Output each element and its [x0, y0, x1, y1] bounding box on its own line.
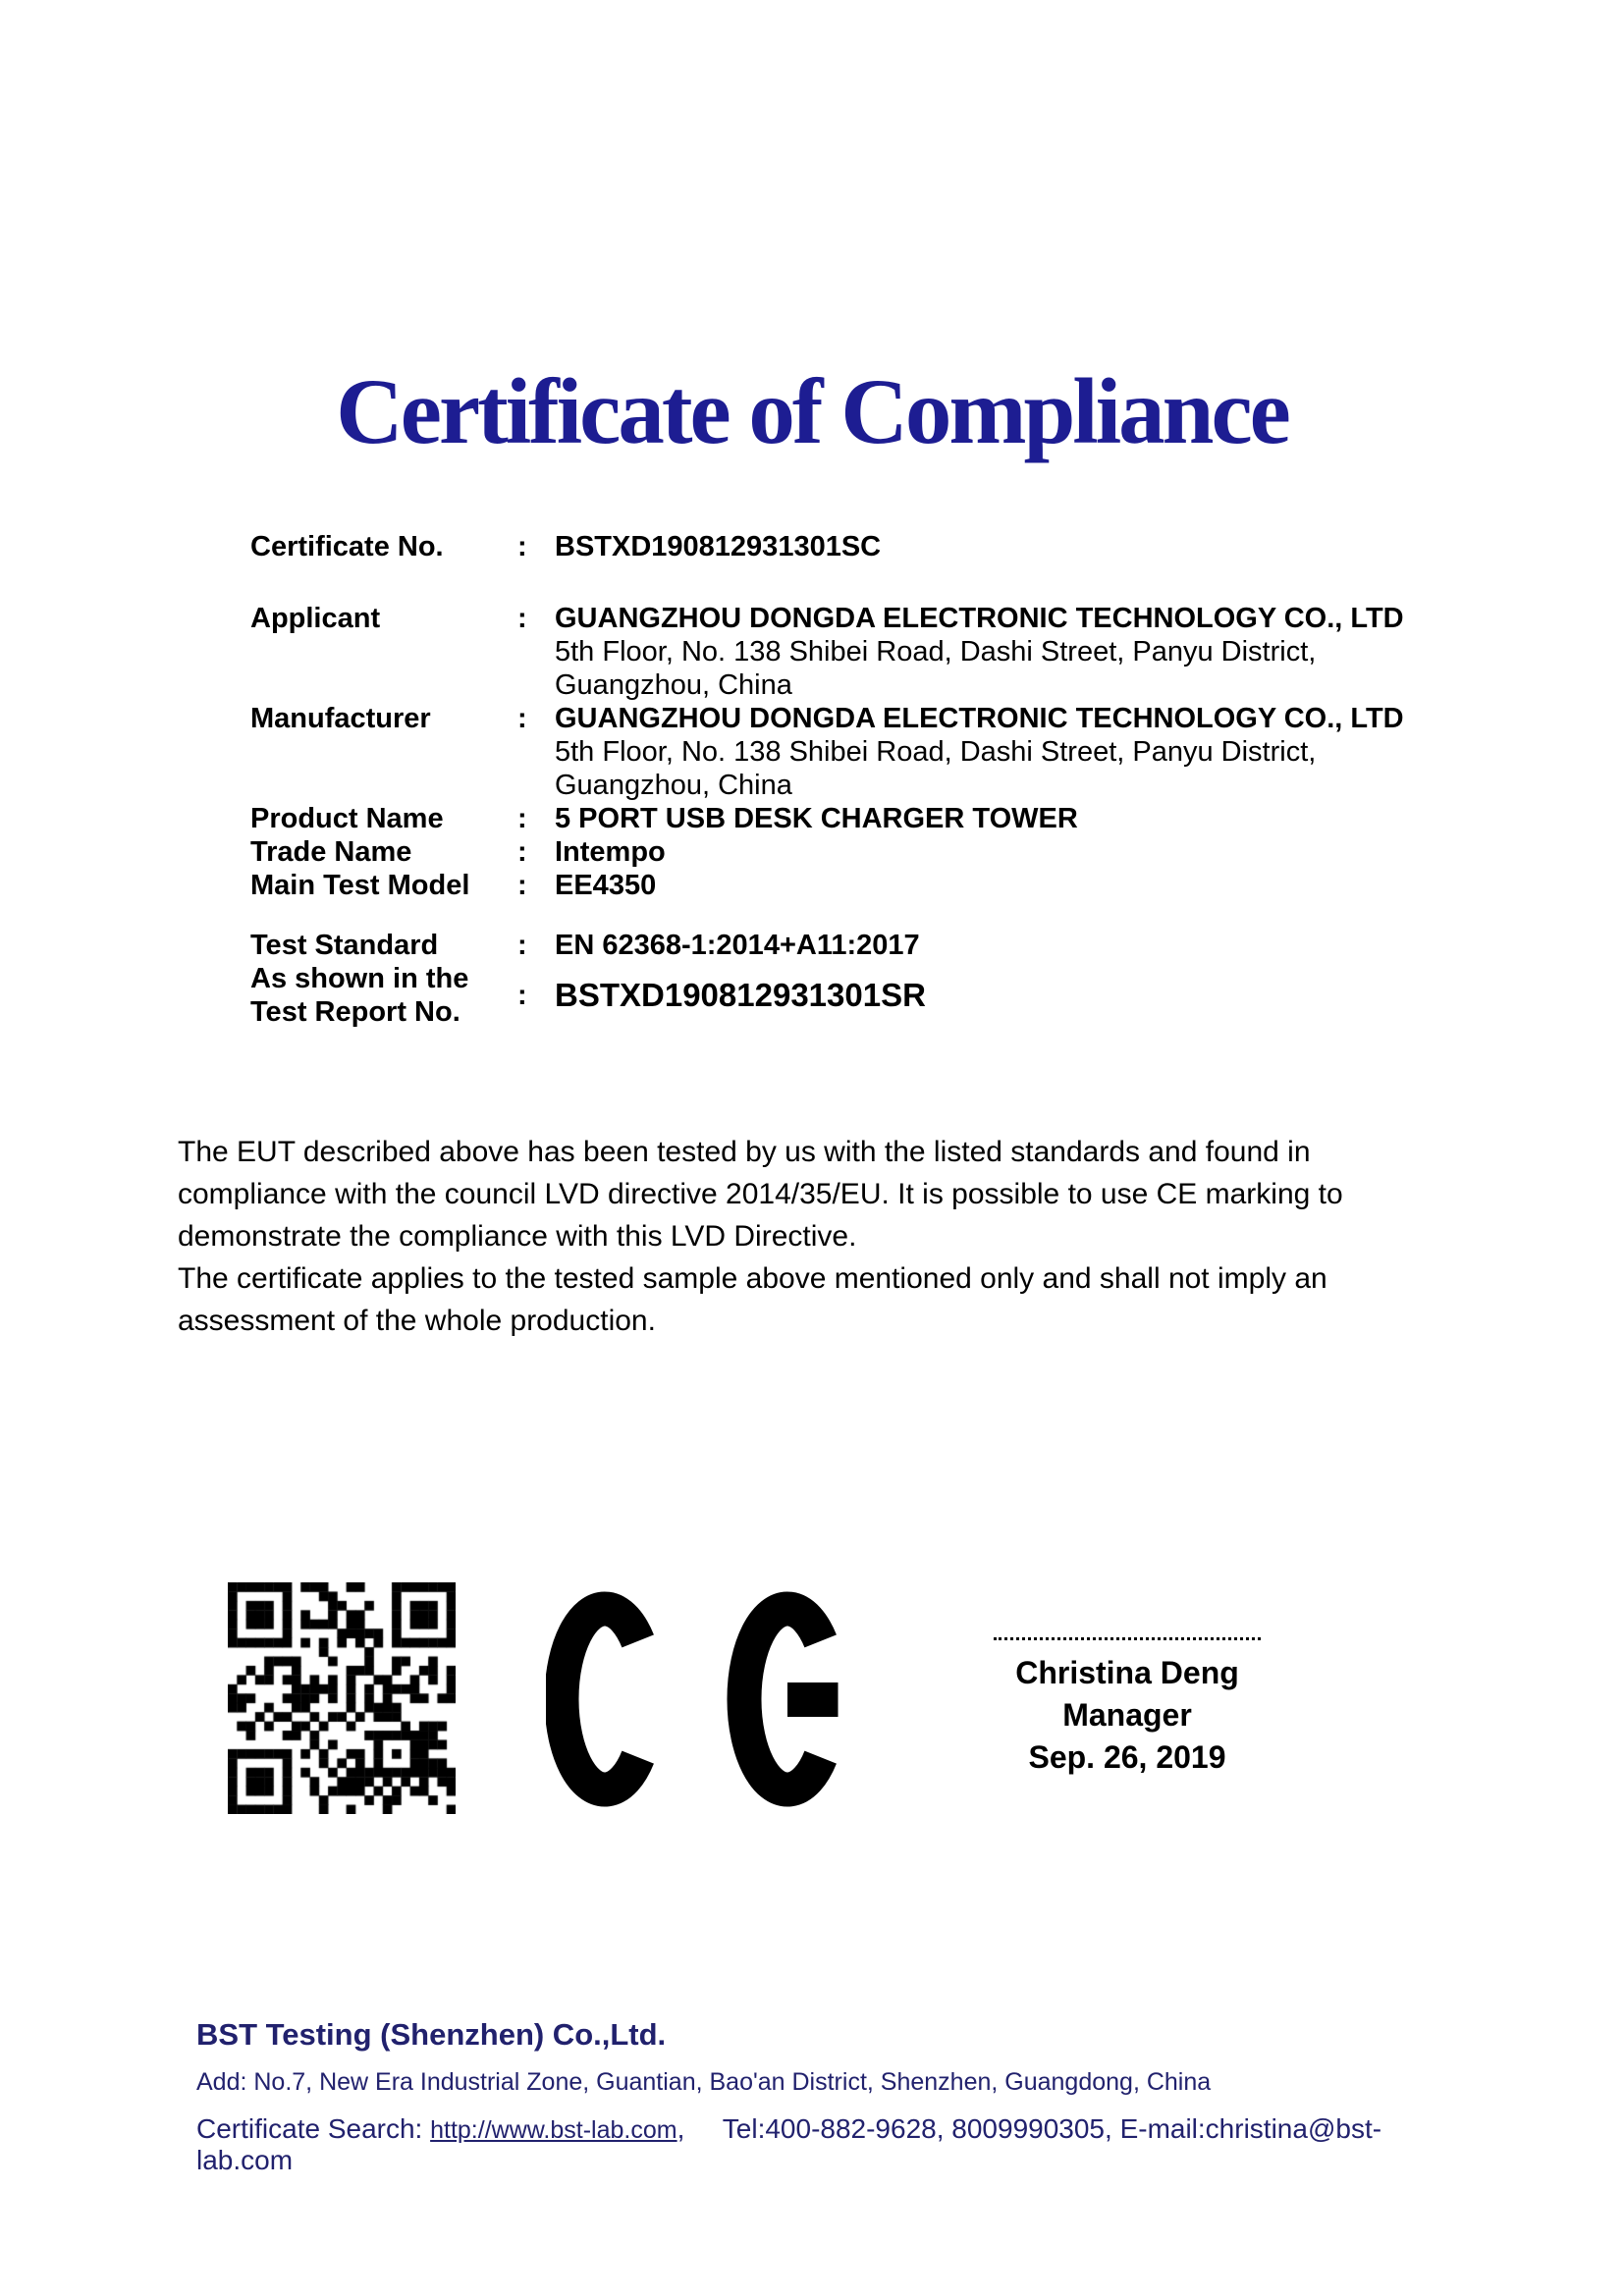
signature-date: Sep. 26, 2019 [1028, 1739, 1226, 1775]
trade-name-label: Trade Name [250, 836, 412, 868]
trade-name-row [250, 835, 1424, 869]
qr-code-icon [228, 1582, 456, 1814]
test-report-label-line2: Test Report No. [250, 996, 460, 1028]
lab-company-name: BST Testing (Shenzhen) Co.,Ltd. [196, 2017, 667, 2052]
signatory-role: Manager [1062, 1697, 1192, 1733]
signature-block [987, 1637, 1268, 1779]
certificate-number-value: BSTXD190812931301SC [555, 531, 882, 562]
colon: : [517, 836, 527, 868]
certificate-search-link[interactable]: http://www.bst-lab.com [430, 2116, 677, 2144]
manufacturer-row [250, 702, 1424, 802]
signature-dotted-line [994, 1637, 1261, 1640]
colon: : [517, 531, 527, 562]
colon: : [517, 703, 527, 734]
colon: : [517, 930, 527, 961]
applicant-label: Applicant [250, 603, 381, 634]
test-standard-value: EN 62368-1:2014+A11:2017 [555, 930, 920, 961]
footer [196, 2017, 1473, 2176]
compliance-statement [178, 1131, 1417, 1342]
colon: : [517, 870, 527, 901]
applicant-row [250, 602, 1424, 702]
product-name-value: 5 PORT USB DESK CHARGER TOWER [555, 803, 1078, 834]
manufacturer-address: 5th Floor, No. 138 Shibei Road, Dashi Street, Panyu District, Guangzhou, China [555, 736, 1317, 801]
test-standard-row [250, 929, 1424, 962]
test-report-label-line1: As shown in the [250, 963, 469, 994]
ce-mark-icon [546, 1591, 839, 1808]
signatory-name: Christina Deng [1015, 1655, 1239, 1690]
lab-contact-info: Tel:400-882-9628, 8009990305, E-mail:christina@bst-lab.com [196, 2113, 1382, 2175]
url-suffix: , [677, 2113, 685, 2144]
compliance-paragraph-2: The certificate applies to the tested sample above mentioned only and shall not imply an assessment of the whole production. [178, 1262, 1327, 1337]
certificate-search-line [196, 2113, 1473, 2176]
certificate-info-table [250, 530, 1424, 1029]
lab-address: Add: No.7, New Era Industrial Zone, Guantian, Bao'an District, Shenzhen, Guangdong, China [196, 2068, 1212, 2096]
applicant-address: 5th Floor, No. 138 Shibei Road, Dashi Street, Panyu District, Guangzhou, China [555, 636, 1317, 701]
product-name-row [250, 802, 1424, 835]
certificate-number-row [250, 530, 1424, 563]
manufacturer-name: GUANGZHOU DONGDA ELECTRONIC TECHNOLOGY CO., LTD [555, 703, 1404, 734]
certificate-title: Certificate of Compliance [336, 359, 1288, 463]
certificate-search-label: Certificate Search: [196, 2113, 423, 2144]
test-report-row [250, 962, 1424, 1029]
colon: : [517, 980, 527, 1011]
main-test-model-row [250, 869, 1424, 902]
test-standard-label: Test Standard [250, 930, 439, 961]
certificate-number-label: Certificate No. [250, 531, 444, 562]
trade-name-value: Intempo [555, 836, 666, 868]
colon: : [517, 603, 527, 634]
main-test-model-value: EE4350 [555, 870, 657, 901]
main-test-model-label: Main Test Model [250, 870, 470, 901]
test-report-value: BSTXD190812931301SR [555, 977, 926, 1013]
compliance-paragraph-1: The EUT described above has been tested by us with the listed standards and found in compliance with the council LVD directive 2014/35/EU. It is possible to use CE marking to demonstrate the compliance with this LVD Directive. [178, 1136, 1343, 1253]
manufacturer-label: Manufacturer [250, 703, 431, 734]
applicant-name: GUANGZHOU DONGDA ELECTRONIC TECHNOLOGY CO., LTD [555, 603, 1404, 634]
product-name-label: Product Name [250, 803, 444, 834]
colon: : [517, 803, 527, 834]
